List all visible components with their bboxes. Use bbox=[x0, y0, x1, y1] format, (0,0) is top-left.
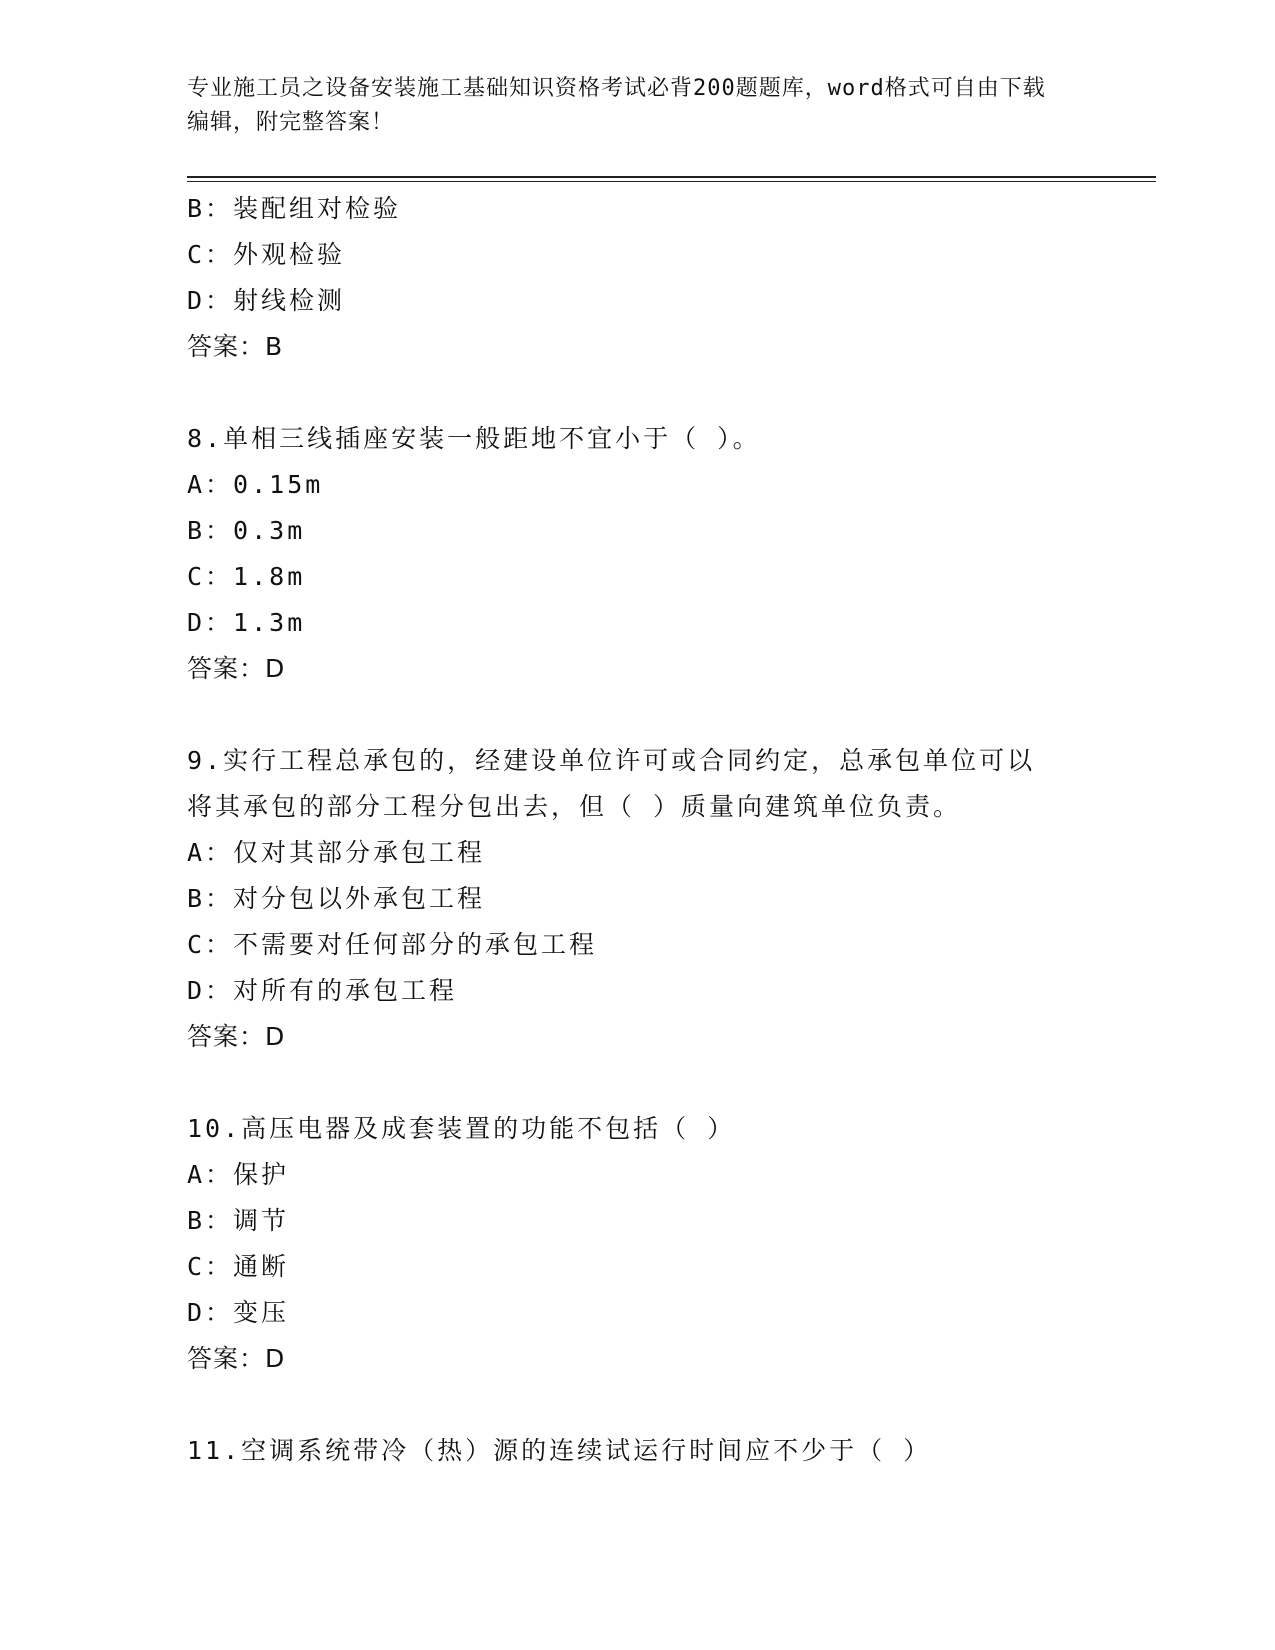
question-block-7 bbox=[187, 186, 1147, 370]
option-d: D：1.3m bbox=[187, 608, 306, 637]
question-block-8 bbox=[187, 416, 1147, 692]
option-a: A：仅对其部分承包工程 bbox=[187, 838, 486, 867]
question-block-11 bbox=[187, 1428, 1147, 1474]
option-b: B：对分包以外承包工程 bbox=[187, 884, 486, 913]
option-d: D：对所有的承包工程 bbox=[187, 976, 458, 1005]
question-stem: 8.单相三线插座安装一般距地不宜小于（ ）。 bbox=[187, 424, 761, 453]
option-b: B：装配组对检验 bbox=[187, 194, 402, 223]
option-c: C：1.8m bbox=[187, 562, 306, 591]
header-divider-thin bbox=[187, 181, 1156, 182]
spacer bbox=[187, 1060, 1147, 1106]
option-c: C：外观检验 bbox=[187, 240, 346, 269]
document-header-title: 专业施工员之设备安装施工基础知识资格考试必背200题题库，word格式可自由下载编辑，附完整答案！ bbox=[187, 76, 1046, 135]
question-stem: 10.高压电器及成套装置的功能不包括（ ） bbox=[187, 1114, 736, 1143]
answer-line: 答案：D bbox=[187, 1022, 286, 1051]
spacer bbox=[187, 692, 1147, 738]
question-stem: 9.实行工程总承包的，经建设单位许可或合同约定，总承包单位可以 bbox=[187, 746, 1036, 775]
option-a: A：0.15m bbox=[187, 470, 324, 499]
answer-line: 答案：D bbox=[187, 1344, 286, 1373]
question-list bbox=[187, 186, 1147, 1474]
question-block-10 bbox=[187, 1106, 1147, 1382]
header-divider-thick bbox=[187, 176, 1156, 178]
answer-line: 答案：D bbox=[187, 654, 286, 683]
option-c: C：不需要对任何部分的承包工程 bbox=[187, 930, 598, 959]
question-stem-continued: 将其承包的部分工程分包出去，但（ ）质量向建筑单位负责。 bbox=[187, 792, 962, 821]
question-stem: 11.空调系统带冷（热）源的连续试运行时间应不少于（ ） bbox=[187, 1436, 932, 1465]
option-d: D：变压 bbox=[187, 1298, 290, 1327]
spacer bbox=[187, 1382, 1147, 1428]
option-d: D：射线检测 bbox=[187, 286, 346, 315]
answer-line: 答案：B bbox=[187, 332, 284, 361]
option-c: C：通断 bbox=[187, 1252, 290, 1281]
spacer bbox=[187, 370, 1147, 416]
option-b: B：调节 bbox=[187, 1206, 290, 1235]
option-b: B：0.3m bbox=[187, 516, 306, 545]
question-block-9 bbox=[187, 738, 1147, 1060]
option-a: A：保护 bbox=[187, 1160, 290, 1189]
